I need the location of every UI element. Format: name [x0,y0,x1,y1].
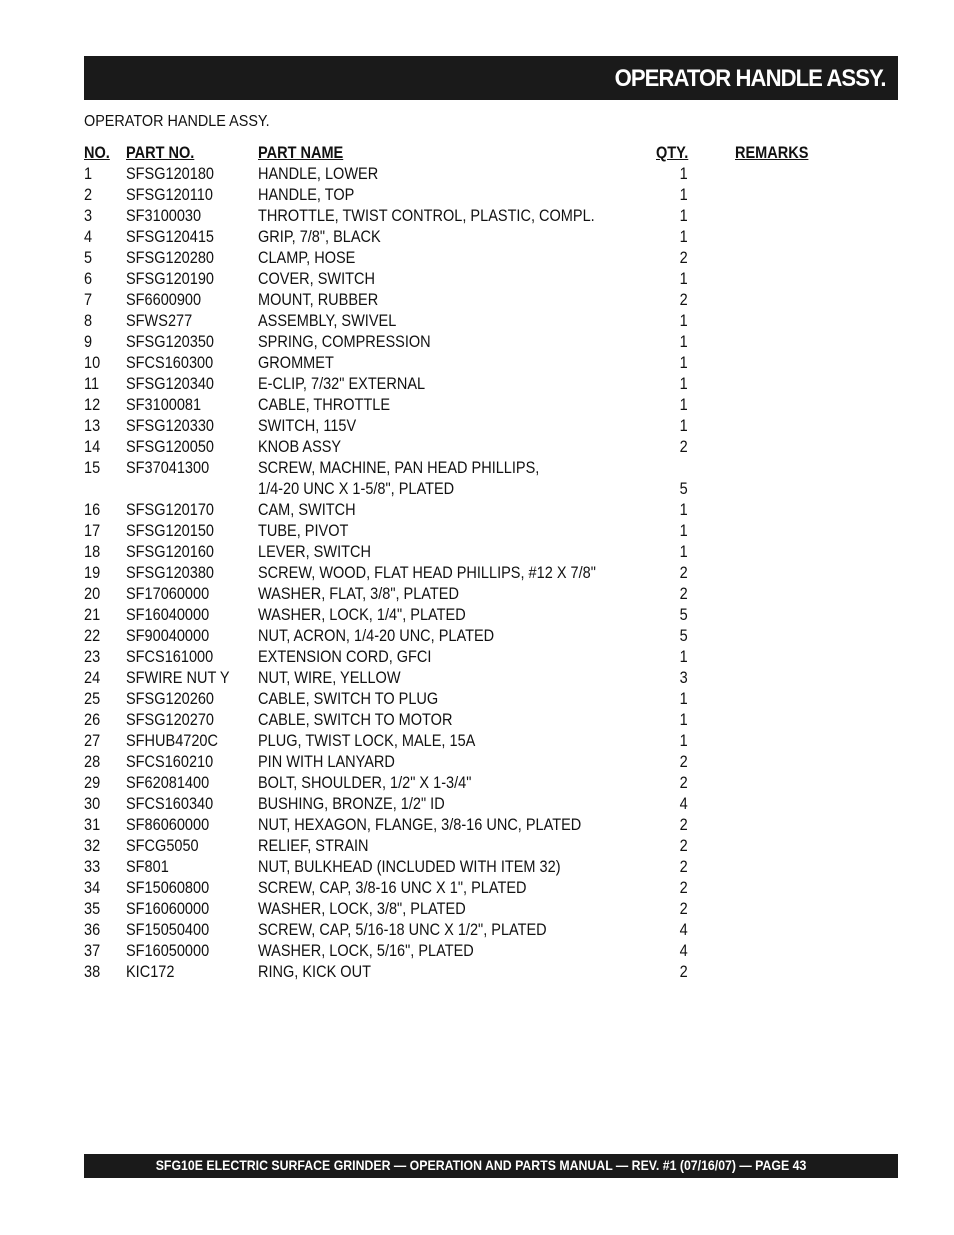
part-name-cell [258,899,466,920]
part-name: TUBE, PIVOT [258,522,349,540]
part-name: SCREW, MACHINE, PAN HEAD PHILLIPS, [258,459,540,477]
table-row [84,668,844,689]
column-header-qty: QTY. [656,144,689,162]
part-number: SF15050400 [126,921,210,939]
table-row [84,731,844,752]
table-row [84,227,844,248]
table-row [84,878,844,899]
part-name-cell [258,689,438,710]
part-name: CABLE, SWITCH TO PLUG [258,690,439,708]
part-name-cell [258,542,371,563]
part-qty: 1 [679,165,688,183]
part-name-cell [258,752,395,773]
part-item-no: 12 [84,396,101,414]
table-row [84,962,844,983]
part-qty: 1 [679,375,688,393]
part-item-no: 4 [84,228,93,246]
part-qty: 5 [679,480,688,498]
table-row [84,773,844,794]
part-name: BUSHING, BRONZE, 1/2" ID [258,795,445,813]
table-row [84,395,844,416]
table-row [84,752,844,773]
part-qty: 5 [679,606,688,624]
part-name: NUT, ACRON, 1/4-20 UNC, PLATED [258,627,495,645]
part-name-cell [258,311,396,332]
section-title: OPERATOR HANDLE ASSY. [84,113,270,130]
part-number: SFSG120260 [126,690,214,708]
part-name: SWITCH, 115V [258,417,357,435]
part-item-no: 9 [84,333,93,351]
table-row [84,584,844,605]
part-qty: 4 [679,921,688,939]
part-number: SFSG120050 [126,438,214,456]
table-row [84,437,844,458]
part-number: SFSG120170 [126,501,214,519]
part-number: SFSG120380 [126,564,214,582]
part-number: SFSG120340 [126,375,214,393]
part-item-no: 38 [84,963,101,981]
part-item-no: 24 [84,669,101,687]
table-row [84,164,844,185]
header-bar [84,56,898,100]
table-row [84,206,844,227]
part-number: SFWIRE NUT Y [126,669,230,687]
part-number: SF37041300 [126,459,210,477]
part-qty: 2 [679,753,688,771]
part-qty: 2 [679,963,688,981]
table-row [84,899,844,920]
part-number: SFSG120415 [126,228,214,246]
part-name: PLUG, TWIST LOCK, MALE, 15A [258,732,476,750]
part-number: SF16050000 [126,942,210,960]
table-row [84,920,844,941]
part-number: SFSG120150 [126,522,214,540]
part-qty: 1 [679,333,688,351]
part-name: RING, KICK OUT [258,963,371,981]
table-row [84,269,844,290]
part-name-cell [258,626,494,647]
part-qty: 4 [679,795,688,813]
part-item-no: 27 [84,732,101,750]
part-item-no: 21 [84,606,101,624]
part-name: NUT, WIRE, YELLOW [258,669,401,687]
part-qty: 1 [679,732,688,750]
part-number: SF90040000 [126,627,210,645]
part-name: SCREW, WOOD, FLAT HEAD PHILLIPS, #12 X 7/8" [258,564,596,582]
part-name: SCREW, CAP, 3/8-16 UNC X 1", PLATED [258,879,527,897]
part-number: SFCG5050 [126,837,199,855]
part-item-no: 26 [84,711,101,729]
part-name-cell [258,500,356,521]
part-name: EXTENSION CORD, GFCI [258,648,432,666]
table-header-row [84,143,844,164]
part-qty: 5 [679,627,688,645]
part-qty: 1 [679,228,688,246]
table-row [84,941,844,962]
table-row [84,689,844,710]
part-number: KIC172 [126,963,175,981]
part-number: SFSG120180 [126,165,214,183]
table-row [84,794,844,815]
part-item-no: 29 [84,774,101,792]
part-name: LEVER, SWITCH [258,543,371,561]
part-name-cell [258,920,547,941]
part-qty: 1 [679,417,688,435]
part-item-no: 18 [84,543,101,561]
page-title: OPERATOR HANDLE ASSY. [614,65,886,92]
part-name: HANDLE, LOWER [258,165,379,183]
part-number: SFSG120270 [126,711,214,729]
part-qty: 1 [679,501,688,519]
part-number: SF16040000 [126,606,210,624]
part-name: WASHER, LOCK, 3/8", PLATED [258,900,466,918]
part-number: SFHUB4720C [126,732,219,750]
part-item-no: 14 [84,438,101,456]
column-header-no: NO. [84,144,110,162]
part-name: GRIP, 7/8", BLACK [258,228,381,246]
part-qty: 1 [679,648,688,666]
part-qty: 1 [679,270,688,288]
part-name-cell [258,941,474,962]
part-item-no: 25 [84,690,101,708]
part-item-no: 5 [84,249,93,267]
part-item-no: 2 [84,186,93,204]
part-name: RELIEF, STRAIN [258,837,369,855]
part-number: SF62081400 [126,774,210,792]
part-qty: 1 [679,312,688,330]
part-name-cell [258,857,561,878]
part-item-no: 10 [84,354,101,372]
table-row [84,647,844,668]
table-row [84,815,844,836]
table-row [84,458,844,500]
part-name-cell [258,563,596,584]
part-name: E-CLIP, 7/32" EXTERNAL [258,375,426,393]
part-name: PIN WITH LANYARD [258,753,395,771]
table-row [84,353,844,374]
part-name-cell [258,164,378,185]
part-number: SFCS161000 [126,648,214,666]
part-qty: 1 [679,186,688,204]
part-name-cell [258,248,355,269]
part-name: COVER, SWITCH [258,270,375,288]
part-name-cell [258,206,595,227]
part-name: MOUNT, RUBBER [258,291,379,309]
part-item-no: 20 [84,585,101,603]
part-number: SF3100081 [126,396,202,414]
part-name-continued: 1/4-20 UNC X 1-5/8", PLATED [258,480,455,498]
part-qty: 1 [679,690,688,708]
part-name-cell [258,878,526,899]
table-row [84,710,844,731]
part-number: SFSG120190 [126,270,214,288]
part-number: SFSG120350 [126,333,214,351]
part-name-cell [258,416,356,437]
part-name: KNOB ASSY [258,438,342,456]
part-qty: 2 [679,585,688,603]
part-name-cell [258,794,445,815]
table-row [84,332,844,353]
part-item-no: 15 [84,459,101,477]
footer-bar [84,1154,898,1178]
part-item-no: 11 [84,375,100,393]
part-number: SF6600900 [126,291,202,309]
part-number: SFSG120160 [126,543,214,561]
part-number: SFCS160340 [126,795,214,813]
part-number: SFSG120280 [126,249,214,267]
part-item-no: 8 [84,312,93,330]
part-name-cell [258,185,354,206]
part-qty: 2 [679,816,688,834]
part-name: WASHER, LOCK, 5/16", PLATED [258,942,474,960]
part-name-cell [258,437,341,458]
part-name-cell [258,731,475,752]
part-qty: 2 [679,564,688,582]
part-qty: 1 [679,522,688,540]
part-item-no: 1 [84,165,93,183]
part-item-no: 6 [84,270,93,288]
table-row [84,542,844,563]
column-header-part-no: PART NO. [126,144,195,162]
part-name: NUT, HEXAGON, FLANGE, 3/8-16 UNC, PLATED [258,816,582,834]
part-item-no: 23 [84,648,101,666]
part-number: SFSG120110 [126,186,213,204]
part-name-cell [258,458,539,500]
part-name-cell [258,836,369,857]
part-name: CABLE, SWITCH TO MOTOR [258,711,453,729]
part-item-no: 32 [84,837,101,855]
table-row [84,605,844,626]
part-name-cell [258,962,371,983]
table-row [84,290,844,311]
part-name-cell [258,815,581,836]
part-qty: 3 [679,669,688,687]
part-name-cell [258,710,452,731]
part-name-cell [258,521,348,542]
part-name-cell [258,290,378,311]
part-qty: 1 [679,711,688,729]
part-qty: 1 [679,354,688,372]
part-name-cell [258,668,401,689]
part-number: SFCS160210 [126,753,214,771]
part-qty: 1 [679,396,688,414]
part-name: SCREW, CAP, 5/16-18 UNC X 1/2", PLATED [258,921,547,939]
table-row [84,563,844,584]
part-qty: 4 [679,942,688,960]
part-name: GROMMET [258,354,334,372]
part-number: SF801 [126,858,169,876]
part-item-no: 37 [84,942,101,960]
table-row [84,857,844,878]
table-row [84,311,844,332]
part-qty: 1 [679,543,688,561]
part-item-no: 7 [84,291,93,309]
part-name-cell [258,332,431,353]
part-qty: 2 [679,774,688,792]
part-name: BOLT, SHOULDER, 1/2" X 1-3/4" [258,774,472,792]
part-name-cell [258,269,375,290]
part-item-no: 28 [84,753,101,771]
part-item-no: 33 [84,858,101,876]
part-qty: 2 [679,438,688,456]
part-name-cell [258,227,381,248]
part-name: NUT, BULKHEAD (INCLUDED WITH ITEM 32) [258,858,561,876]
part-item-no: 16 [84,501,101,519]
part-name: ASSEMBLY, SWIVEL [258,312,397,330]
part-number: SF15060800 [126,879,210,897]
part-item-no: 34 [84,879,101,897]
part-item-no: 35 [84,900,101,918]
part-qty: 2 [679,900,688,918]
part-qty: 2 [679,837,688,855]
part-qty: 2 [679,858,688,876]
part-name-cell [258,395,390,416]
part-number: SF3100030 [126,207,202,225]
part-name-cell [258,374,425,395]
part-qty: 2 [679,879,688,897]
part-number: SFSG120330 [126,417,214,435]
table-row [84,374,844,395]
column-header-remarks: REMARKS [735,144,809,162]
part-qty: 2 [679,249,688,267]
part-number: SFWS277 [126,312,193,330]
part-qty: 1 [679,207,688,225]
parts-table [84,143,844,983]
part-number: SF17060000 [126,585,210,603]
part-item-no: 31 [84,816,101,834]
part-name-cell [258,773,471,794]
part-item-no: 30 [84,795,101,813]
part-number: SF16060000 [126,900,210,918]
part-name: SPRING, COMPRESSION [258,333,431,351]
part-item-no: 19 [84,564,101,582]
part-number: SF86060000 [126,816,210,834]
part-name: CLAMP, HOSE [258,249,356,267]
footer-text: SFG10E ELECTRIC SURFACE GRINDER — OPERATION AND PARTS MANUAL — REV. #1 (07/16/07) — PAGE 43 [155,1157,806,1173]
part-name: WASHER, FLAT, 3/8", PLATED [258,585,459,603]
table-row [84,836,844,857]
part-name: CABLE, THROTTLE [258,396,391,414]
part-name: WASHER, LOCK, 1/4", PLATED [258,606,466,624]
part-qty: 2 [679,291,688,309]
part-name: THROTTLE, TWIST CONTROL, PLASTIC, COMPL. [258,207,595,225]
table-row [84,626,844,647]
table-row [84,248,844,269]
part-item-no: 22 [84,627,101,645]
table-row [84,521,844,542]
table-row [84,416,844,437]
part-number: SFCS160300 [126,354,214,372]
table-row [84,185,844,206]
part-name: CAM, SWITCH [258,501,356,519]
part-name-cell [258,584,459,605]
column-header-part-name: PART NAME [258,144,344,162]
part-item-no: 13 [84,417,101,435]
table-row [84,500,844,521]
part-item-no: 17 [84,522,101,540]
part-name-cell [258,353,334,374]
part-name: HANDLE, TOP [258,186,355,204]
part-name-cell [258,647,431,668]
part-item-no: 3 [84,207,93,225]
part-name-cell [258,605,466,626]
part-item-no: 36 [84,921,101,939]
